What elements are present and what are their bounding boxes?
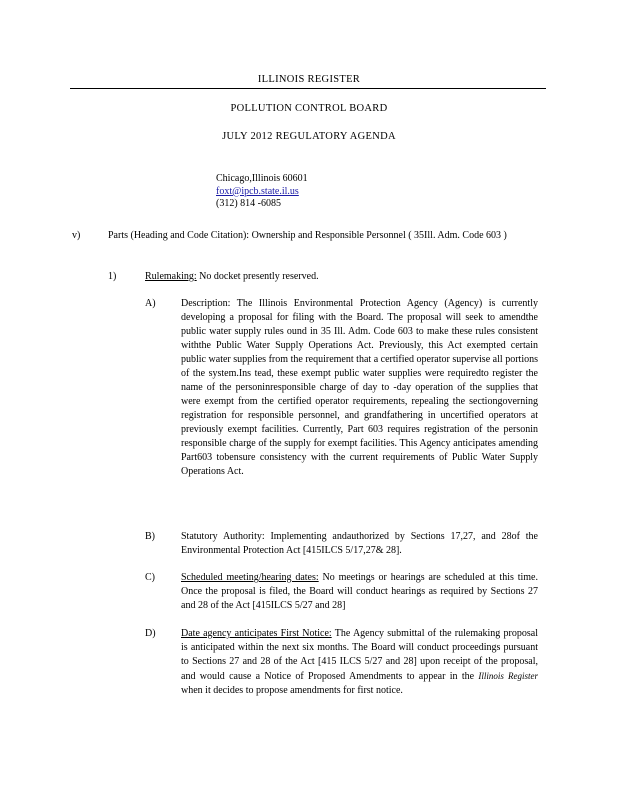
item-d-text-before: The Agency submittal of the rulemaking proposal is anticipated within the next six months. The Board will conduct proceedings pursuant to Sections 27 and 28 of the Act [415 ILCS 5/27 and 28] upon receipt of the proposal, and would cause a Notice of Proposed Amendments to appear in the xyxy=(181,628,538,682)
item-d-first-notice xyxy=(181,627,538,698)
contact-block xyxy=(216,173,308,211)
item-d-heading: Date agency anticipates First Notice: xyxy=(181,628,332,639)
contact-city: Chicago,Illinois 60601 xyxy=(216,173,308,184)
item-c-heading: Scheduled meeting/hearing dates: xyxy=(181,572,319,583)
item-d-text-after: when it decides to propose amendments for first notice. xyxy=(181,685,403,696)
item-c-label: C) xyxy=(145,572,155,583)
item-b-statutory-authority: Statutory Authority: Implementing andauthorized by Sections 17,27, and 28of the Environmental Protection Act [415ILCS 5/17,27& 28]. xyxy=(181,531,538,556)
item-a-description: Description: The Illinois Environmental Protection Agency (Agency) is currently developing a proposal for filing with the Board. The proposal will seek to amendthe public water supply rules ound in 35 Ill. Adm. Code 603 to make these rules consistent withthe Public Water Supply Operations Act. Previously, this Act exempted certain public water supplies from the requirement that a certified operator supervise all portions of the system.Ins tead, these exempt public water supplies were requiredto register the name of the personinresponsible charge of day to -day operation of the supplies that were exempt from the certified operator requirements, repealing the sectiongoverning registration for responsible personnel, and grandfathering in uncertified operators at previously exempt facilities. Currently, Part 603 requires registration of the personin responsible charge of the supply for exempt facilities. This Agency anticipates amending Part603 tobensure consistency with the current requirements of Public Water Supply Operations Act. xyxy=(181,298,538,477)
item-c-scheduled-hearings xyxy=(181,571,538,613)
illinois-register-italic: Illinois Register xyxy=(478,671,538,681)
rulemaking-heading: Rulemaking: xyxy=(145,271,197,282)
item-a-label: A) xyxy=(145,298,156,309)
item-b-label: B) xyxy=(145,531,155,542)
header-agenda-title: JULY 2012 REGULATORY AGENDA xyxy=(222,131,396,142)
header-board-title: POLLUTION CONTROL BOARD xyxy=(230,103,388,114)
header-register-title: ILLINOIS REGISTER xyxy=(257,74,361,85)
section-v-label: v) xyxy=(72,230,81,241)
header-divider xyxy=(70,88,546,89)
item-1-label: 1) xyxy=(108,271,117,282)
rulemaking-text: No docket presently reserved. xyxy=(196,271,319,282)
contact-phone: (312) 814 -6085 xyxy=(216,198,281,209)
contact-email-link[interactable]: foxt@ipcb.state.il.us xyxy=(216,185,299,197)
item-d-label: D) xyxy=(145,628,156,639)
section-v-text: Parts (Heading and Code Citation): Ownership and Responsible Personnel ( 35Ill. Adm. Code 603 ) xyxy=(108,230,507,241)
item-1-rulemaking xyxy=(145,270,525,284)
item-c-text: No meetings or hearings are scheduled at this time. Once the proposal is filed, the Board will conduct hearings as required by Sections 27 and 28 of the Act [415ILCS 5/27 and 28] xyxy=(181,572,538,611)
